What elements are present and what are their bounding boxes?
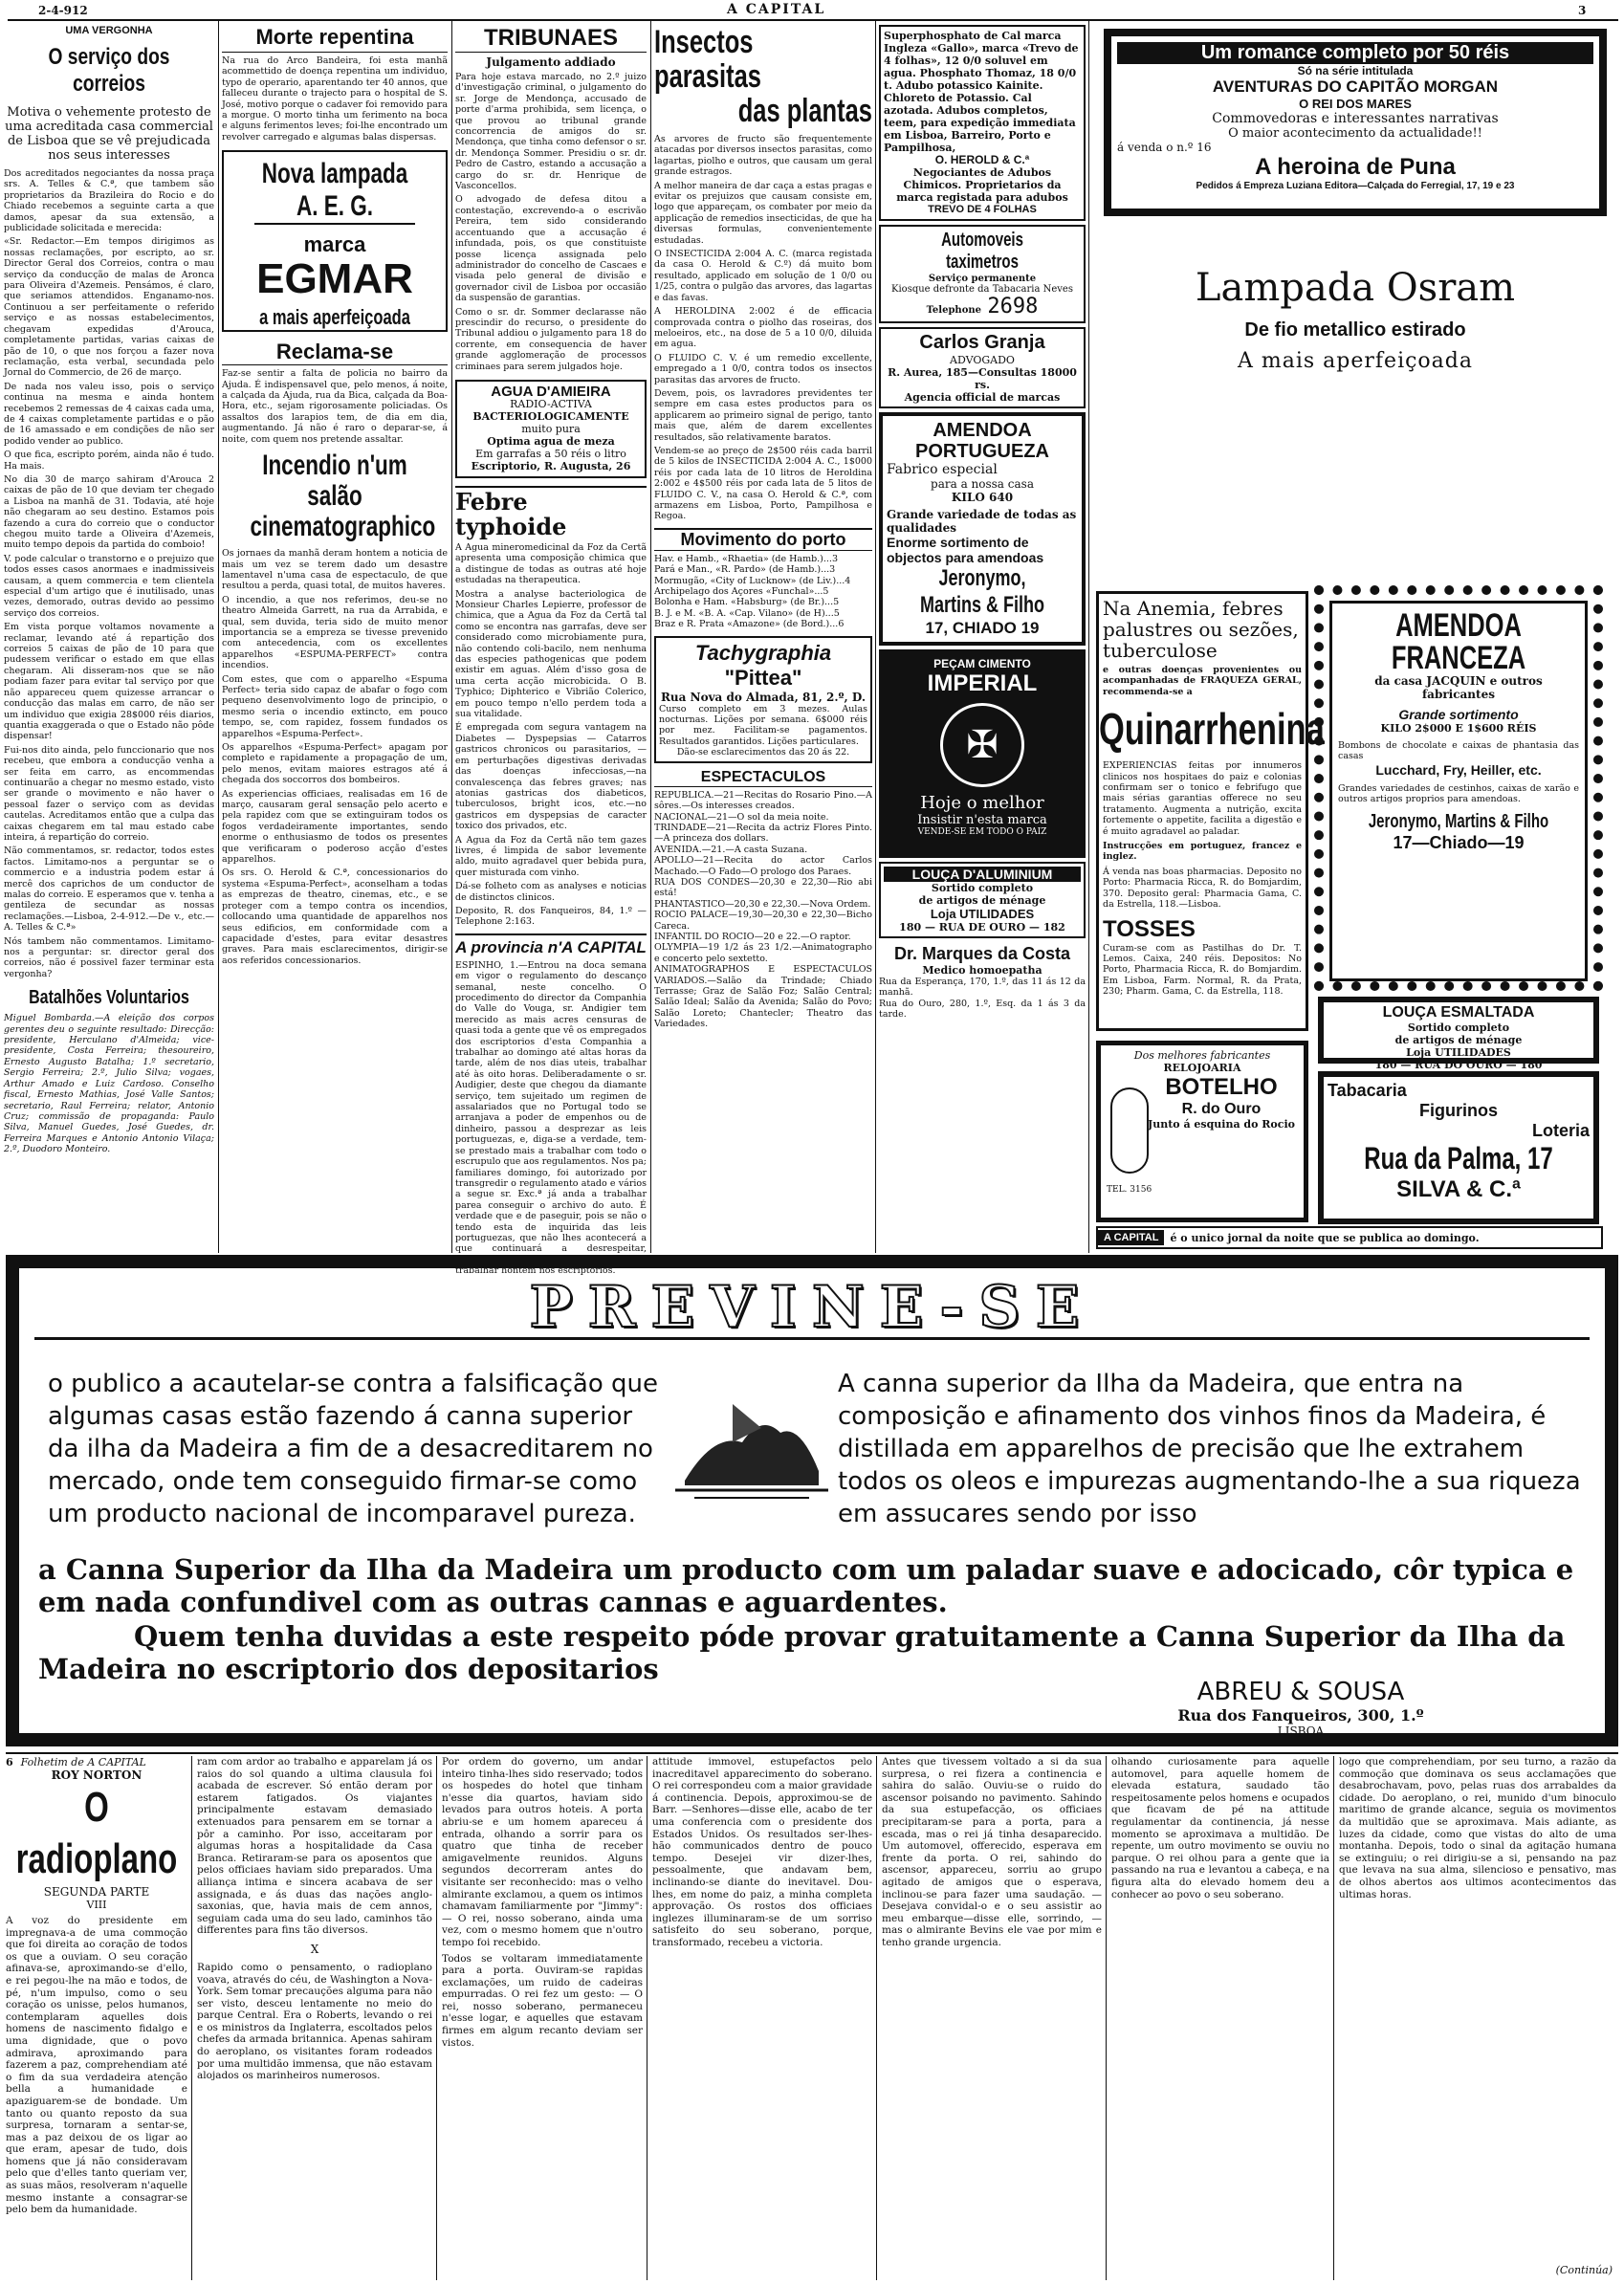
folhetim-col-4 [652,1756,872,2280]
article-body: Para hoje estava marcado, no 2.º juizo d'investigação criminal, o julgamento do sr. Jorge de Mendonça, accusado de porte d'arma prohibida, sem licença, o que provou ao tribunal grande concorrencia de amigos do sr. Mendonça, que tinha como defensor o sr. dr. Mendonça Sommer. Presidiu o sr. dr. Pedro de Castro, estando a accusação a cargo do sr. dr. Henrique de Vasconcellos. [455,72,647,192]
ad-address: Rua da Palma, 17 [1364,1141,1553,1175]
column-6 [1092,25,1618,1251]
ad-text: Sortido completo [931,882,1034,894]
article-body: Dos acreditados negociantes da nossa praça srs. A. Telles & C.ª, que tambem são proprietarios da Brazileira do Rocio e do Chiado recebemos a seguinte carta a que damos, apesar da sua extensão, a publicidade solicitada e merecida: [4,168,214,234]
ad-headline: PORTUGUEZA [915,441,1049,462]
article-title: Febre typhoide [455,486,647,539]
morgan-ad [1104,29,1607,216]
article-body: O incendio, a que nos referimos, deu-se no theatro Almeida Garrett, na rua da Arrabida, e qual, sem duvida, teria sido de muito menor importancia se a empreza se tivesse prevenido com antecedencia, com os excellentes apparelhos «ESPUMA-PERFECT» contra incendios. [222,594,448,671]
feuilleton-body: attitude immovel, estupefactos pelo inacreditavel apparecimento do soberano. O rei correspondeu com a maior gravidade á continencia. Depois, approximou-se de Barr. —Senhores—disse elle, acabo de ter uma conferencia com o presidente dos Estados Unidos. Os resultados ser-lhes-hão communicados dentro de pouco tempo. Desejei vir dizer-lhes, pessoalmente, que andavam bem, inclinando-se diante do inevitavel. Dou-lhes, em nome do paiz, a minha completa approvação. Os rostos dos officiaes inglezes illuminaram-se de um sorriso satisfeito do seu soberano, porque, transformado, recebeu a victoria. [652,1756,872,1948]
tabacaria-ad [1318,1071,1599,1224]
article-body: ESPINHO, 1.—Entrou na doca semana em vigor o regulamento do descanço semanal, neste concelho. O procedimento do director da Companhia do Valle do Vouga, sr. Andigier tem merecido as mais acres censuras de quasi toda a gente que vê os empregados dos escriptorios d'esta Companhia a trabalhar ao domingo até altas horas da tarde, além de nos dias uteis, trabalhar até às oito horas. Deliberadamente o sr. Audigier, deste que chegou da diamante serviço, tem sujeitado um regimen de assalariados que no Portugal todo se arranjava a poder de empenhos ou de dinheiro, passou a desprezar as leis portuguezas, e, diga-se a verdade, tem-se prestado mais a trabalhar com todo o escrupulo que aos regulamentos. Nos pa; familiares domingo, foi autorizado por transgredir o regulamento atado e vários a segue sr. Exc.ª já anda a trabalhar parea conseguir o archivo do auto. É verdade que e de paseguir, pois se não o tendo esta de inquirida das leis portuguezas, que não lhes acontecerá a que continuará a desrespeitar, n'ovamente obrigando os empregados a trabalhar hontem nos escriptorios. [455,959,647,1277]
ad-brand: Jeronymo, Martins & Filho [919,565,1045,618]
ad-text: Grandes variedades de cestinhos, caixas de xarão e outros artigos proprios para amendoas. [1338,782,1579,805]
ad-text: De fio metallico estirado [1244,319,1466,340]
aluminium-ad [879,862,1086,938]
depositarios [1119,1678,1482,1738]
ad-text: O REI DOS MARES [1299,97,1412,111]
folhetim-col-3 [442,1756,643,2280]
ad-text: para a nossa casa [931,477,1034,491]
ad-address: 180 — RUA DE OURO — 182 [899,921,1065,933]
ad-text: é o unico jornal da noite que se publica ao domingo. [1170,1231,1480,1244]
feuilleton-body: A voz do presidente em impregnava-a de uma commoção que foi direita ao coração de todos os que a ouviam. O seu coração afinava-se, aproximando-se d'ello, e rei pegou-lhe na mão e todos, de pé, n'um impulso, como o seu coração os unisse, pelos humanos, contemplaram aquelles dois homens de nascimento fidalgo e uma dignidade, que o povo admirava, aproximando para fazerem a paz, comprehendiam até o fim da sua verdadeira atenção bella a humanidade e apaziguarem-se de bondade. Um tanto ou quanto reposto da sua surpresa, tornaram a sentar-se, mas a paz deixou de os ligar ao que eram, apesar de tudo, dois homens que já não consideravam pelo que d'elles tanto queriam ver, as suas mãos, resolveram n'aquelle mesmo instante a consagrar-se pelo bem da humanidade. [6,1915,187,2216]
column-divider [436,1756,437,2280]
ad-text: Medico homoepatha [922,964,1042,977]
ad-headline: FRANCEZA [1391,640,1526,676]
ad-text: O maior acontecimento da actualidade!! [1228,126,1482,141]
article-body: Dá-se folheto com as analyses e noticias de distinctos clinicos. [455,881,647,903]
article-title: Batalhões Voluntarios [29,987,189,1009]
ad-text: R. Aurea, 185—Consultas 18000 rs. [888,366,1077,391]
article-body: «Sr. Redactor.—Em tempos dirigimos as nossas reclamações, por escripto, ao sr. Director Geral dos Correios, contra o mau serviço da conducção de malas de Aronca para Oliveira d'Azemeis. Pensámos, é claro, que seriamos attendidos. Enganamo-nos. Continuou a ser perfeitamente o referido serviço e as nossas estabelecimentos, chegavam expedidas d'Arouca, completamente partidas, varias caixas de pão de 10, o que nos forçou a fazer nova reclamação, esta verbal, secundada pelo Jornal do Commercio, de 26 de março. [4,236,214,379]
ad-headline: Carlos Granja [919,332,1045,353]
article-body: Faz-se sentir a falta de policia no bairro da Ajuda. É indispensavel que, pelo menos, á noite, a calçada da Ajuda, rua da Bica, calçada da Boa-Hora, etc., sejam rigorosamente policiadas. Os assaltos dos larapios tem, de dia em dia, augmentando. Já não é raro o deparar-se, á noite, com quem nos pretende assaltar. [222,368,448,445]
agua-amieira-ad [455,380,647,478]
feuilleton-chapter: VIII [86,1899,107,1911]
ad-headline: Nova lampada A. E. G. [254,158,415,225]
feuilleton-label: Folhetim de A CAPITAL [20,1756,146,1768]
article-body: Em vista porque voltamos novamente a reclamar, levando até á repartição dos correios 5 caixas de pão de 10 para que pudessem verificar o estado em que ellas chegaram. Ali disseram-nos que se não podiam fazer para evitar tal serviço por que não appareceu quem quizesse arrancar o conducção das malas em carro, de não ser um individuo que exigia 28$000 réis diarios, quantia exaggerada o que o Estado não pôde dispensar! [4,622,214,742]
ad-brand: Jeronymo, Martins & Filho [1368,810,1549,832]
folhetim-col-5 [882,1756,1102,2280]
ad-text: Grande variedade de todas as qualidades [887,508,1077,535]
ad-text: á venda o n.º 16 [1117,141,1212,154]
ad-headline: Dr. Marques da Costa [893,944,1071,963]
ad-text: EXPERIENCIAS feitas por innumeros clinicos nos hospitaes do paiz e colonias confirmam ser o tonico e febrifugo que mais sérias garantias offerece no seu tratamento. Augmenta a nutrição, excita fortemente o appetite, facilita a digestão e é muito agradavel ao paladar. [1103,760,1302,837]
amendoa-franceza-ad [1314,585,1603,991]
ad-headline: Tachygraphia [694,640,832,665]
ad-text: Sortido completo [1407,1021,1510,1034]
feuilleton-title: O radioplano [15,1784,178,1882]
article-body: Devem, pois, os lavradores previdentes ter sempre em casa estes productos para os applicarem ao primeiro signal de perigo, tanto mais que, além de darem excellentes resultados, são relativamente baratos. [654,387,872,443]
article-body: Mostra a analyse bacteriologica de Monsieur Charles Lepierre, professor de chimica, que a Agua da Foz da Certã tal como se encontra nas garrafas, deve ser considerado como microbiamente pura, não contendo coli-bacilo, nem nenhuma das especies pathogenicas que podem existir em aguas. Além d'isso gosa de uma certa acção microbicida. O B. Typhico; Diphterico e Vibrião Colerico, em pouco tempo n'ello perdem toda a sua vitalidade. [455,588,647,720]
capital-sunday-ad [1096,1226,1603,1249]
shipping-entry: Hav. e Hamb., «Rhaetia» (de Hamb.)...3 [654,553,838,564]
column-divider [650,21,651,1253]
article-body: Na rua do Arco Bandeira, foi esta manhã acommettido de doença repentina um individuo, typo de operario, aparentando ter 40 annos, que falleceu durante o trajecto para o hospital de S. José, motivo porque o cadaver foi removido para a morgue. O morto tinha um ferimento na boca e alguns ferimentos leves; foi-lhe encontrado um revolver carregado e algumas balas dispersas. [222,55,448,143]
ad-text: Instrucções em portuguez, francez e inglez. [1103,841,1302,863]
ad-text: VENDE-SE EM TODO O PAIZ [917,827,1047,837]
feuilleton-body: logo que comprehendiam, por seu turno, a razão da commoção que dominava os seus acclamações que desabrochavam, povo, pelas ruas dos arrabaldes da cidade. Do aeroplano, o rei, munido d'um binoculo maritimo de grande alcance, seguia os movimentos da multidão que se aproximava. Mais adiante, as luzes da cidade, como que vistas do alto de uma montanha. Depois, todo o sinal da agitação humana se extinguiu; o rei dirigiu-se a si, pensando na paz que levava na sua alma, silencioso e pensativo, mas de olhos abertos aos ultimos acontecimentos das ultimas horas. [1339,1756,1616,1900]
column-divider [1333,1756,1334,2280]
ad-headline: Na Anemia, febres palustres ou sezões, tuberculose [1103,597,1299,662]
column-divider [451,21,452,1253]
ad-text: Curso completo em 3 mezes. Aulas nocturnas. Lições por semana. 6$000 réis por mez. Facilitam-se pagamentos. Resultados garantidos. Lições particulares. [659,703,867,747]
article-body: Vendem-se ao preço de 2$500 réis cada barril de 5 kilos de INSECTICIDA 2:004 A. C., 1$000 réis por cada lata de 10 litros de Heroldina 2:002 e 4$500 réis por cada lata de 5 litos de FLUIDO C. V., na casa O. Herold & C.ª, com armazens em Lisboa, Porto, Pampilhosa e Regoa. [654,445,872,522]
phone-number: 2698 [987,295,1039,318]
ad-headline: TOSSES [1103,915,1196,942]
ad-text: marca [303,232,366,257]
ad-text: Superphosphato de Cal marca Ingleza «Gallo», marca «Trevo de 4 folhas», 12 0/0 soluvel em agua. Phosphato Thomaz, 18 0/0 t. Adubo potassico Kainite. Chloreto de Potassio. Cal azotada. Adubos completos, teem, para expedição immediata em Lisboa, Barreiro, Porto e Pampilhosa, [884,30,1079,154]
ad-text: Junto á esquina do Rocio [1148,1118,1295,1131]
ad-headline: Um romance completo por 50 réis [1117,42,1593,64]
ad-headline: LOUÇA D'ALUMINIUM [884,867,1081,882]
ad-text: Telephone [926,305,982,316]
ad-text: TREVO DE 4 FOLHAS [928,204,1037,215]
pocket-watch-icon [1110,1087,1149,1174]
article-body: Os jornaes da manhã deram hontem a noticia de mais um vez se terem dado um desastre lamentavel n'uma casa de espectaculo, de que resultou a perda, quasi total, de muitos haveres. [222,548,448,592]
tachygraphia-ad [654,636,872,763]
masthead-rule [8,19,1618,21]
ad-headline: "Pittea" [724,665,802,690]
ad-headline: PREVINE-SE [34,1278,1590,1340]
ad-text: Fabrico especial [887,462,998,477]
ad-brand: BOTELHO [1165,1074,1278,1100]
article-title: Morte repentina [222,25,448,53]
column-divider [876,1756,877,2280]
ad-text: Bombons de chocolate e caixas de phantasia das casas [1338,740,1579,762]
column-4 [654,25,872,1249]
article-lead: Motiva o vehemente protesto de uma acreditada casa commercial de Lisboa que se vê prejudicada nos seus interesses [5,105,213,163]
eagle-emblem-icon: ✠ [940,703,1024,787]
ad-brand: A CAPITAL [1098,1230,1164,1245]
article-title: O serviço dos correios [48,44,170,97]
botelho-ad [1096,1041,1308,1222]
ad-price: KILO 2$000 E 1$600 RÉIS [1380,722,1537,735]
ad-text: Serviço permanente [928,274,1037,284]
article-body: Como o sr. dr. Sommer declarasse não prescindir do recurso, o presidente do Tribunal addiou o julgamento para 18 do corrente, em consequencia de haver grande agglomeração de processos criminaes para serem julgados hoje. [455,306,647,372]
ad-text: Dão-se esclarecimentos das 20 ás 22. [676,747,850,758]
madeira-island-icon [675,1375,828,1509]
ad-text: ADVOGADO [950,354,1015,366]
ad-text: Pedidos á Empreza Luziana Editora—Calçada do Ferregial, 17, 19 e 23 [1196,181,1515,191]
doctor-ad [879,944,1086,1021]
article-title: TRIBUNAES [455,25,647,53]
ad-text: Lucchard, Fry, Heiller, etc. [1375,761,1542,778]
column-divider [1088,21,1089,1253]
lawyer-ad [879,327,1086,408]
previne-se-ad [6,1255,1618,1746]
ad-text: BACTERIOLOGICAMENTE [472,409,629,423]
fertilizer-ad [879,25,1086,221]
article-title: A provincia n'A CAPITAL [455,933,647,957]
taxi-ad [879,225,1086,323]
ad-address: R. do Ouro [1181,1101,1262,1117]
ad-headline: LOUÇA ESMALTADA [1382,1004,1535,1021]
column-divider [218,21,219,1253]
ad-brand: O. HEROLD & C.ª [934,153,1030,166]
ad-text: o publico a acautelar-se contra a falsificação que algumas casas estão fazendo á canna superior da ilha da Madeira a fim de a desacreditarem no mercado, onde tem conseguido firmar-se como um producto nacional de incomparavel pureza. [48,1370,658,1528]
ad-text: Tabacaria [1328,1081,1407,1100]
ad-text: PEÇAM CIMENTO [933,657,1031,670]
issue-date: 2-4-912 [38,4,88,17]
ad-text: Agencia official de marcas [904,391,1061,404]
feuilleton-body: Rapido como o pensamento, o radioplano voava, através do céu, de Washington a Nova-York. Sem tomar precauções alguma para não ser visto, desceu lentamente no meio do parque Central. Era o Roberts, levando o rei e os ministros da Inglaterra, escoltados pelos chefes da armada britannica. Apenas sahiram do aeroplano, os visitantes foram rodeados por uma multidão immensa, que não estavam alojados os marinheiros numerosos. [197,1961,432,2082]
ad-text: Loja UTILIDADES [1406,1046,1511,1059]
ad-text: a Canna Superior da Ilha da Madeira um producto com um paladar suave e adocicado, côr typica e em nada confundivel com as outras cannas e aguardentes. [38,1553,1574,1618]
article-title: Reclama-se [222,340,448,365]
article-body: Fui-nos dito ainda, pelo funccionario que nos recebeu, que embora a conducção venha a ser feita em carro, as encommendas continuarão a chegar no mesmo estado, visto ser grande o movimento e não haver o pessoal fazer o serviço com as devidas cautelas. Acreditamos então que a culpa das caixas chegarem em tal mau estado cabe inteira, á repartição do correio. [4,744,214,843]
feuilleton-body: ram com ardor ao trabalho e apparelam já os raios do sol quando a ultima clausula foi acabada de escrever. Só então deram por estarem fatigados. Os viajantes principalmente estavam demasiado extenuados para pensarem em se tornar a pôr a caminho. Por isso, acceitaram por algumas horas a hospitalidade da Casa Branca. Retiraram-se para os aposentos que pelos officiaes haviam sido preparados. Uma alliança intima e sincera acabava de ser assignada, e ás duas das nações anglo-saxonias, que, havia mais de cem annos, seguiam cada uma do seu lado, caminhos tão differentes para fins tão diversos. [197,1756,432,1937]
column-5 [879,25,1086,1249]
article-title: das plantas [737,93,872,129]
ad-text: A canna superior da Ilha da Madeira, que entra na composição e afinamento dos vinhos finos da Madeira, é distillada em apparelhos de precisão que lhe extrahem todos os oleos e impurezas augmentando-lhe a sua riqueza em assucares sendo por isso [838,1370,1581,1528]
article-body: No dia 30 de março sahiram d'Arouca 2 caixas de pão de 10 que deviam ter chegado a Lisboa na manhã de 31. Todavia, até hoje não chegaram ao seu destino. Estamos pois fazendo a cura do correio que o conductor chegou muito tarde a Oliveira d'Azemeis, muito tempo depois da partida do comboio! [4,473,214,551]
column-divider [1106,1756,1107,2280]
ad-text: de artigos de ménage [918,894,1046,907]
article-body: É empregada com segura vantagem na Diabetes — Dyspepsias — Catarros gastricos chronicos ou parasitarios, — em perturbações digestivas derivadas das doenças infecciosas,—na convalescença das febres graves; nas atonias gastricas dos diabeticos, tuberculosos, bright icos, etc.—no gastricos em dyspepsias de caracter toxico dos privados, etc. [455,722,647,832]
feuilleton-chapter: X [310,1942,319,1956]
ad-text: Loja UTILIDADES [930,907,1035,921]
ad-text: A mais aperfeiçoada [1238,349,1473,373]
shipping-entry: B. J. e M. «B. A. «Cap. Vilano» (de H)...5 [654,607,840,619]
article-body: O INSECTICIDA 2:004 A. C. (marca registada da casa O. Herold & C.º) dá muito bom resultado, applicado em solução de 1 0/0 ou 1/25, contra o pulgão das arvores, das lagartas e das favas. [654,249,872,303]
ad-text: Só na série intitulada [1297,64,1414,77]
shipping-entry: Bolonha e Ham. «Habsburg» (de Br.)...5 [654,597,840,608]
ad-text: e outras doenças provenientes ou acompanhadas de FRAQUEZA GERAL, recommenda-se a [1103,665,1302,697]
ad-text: Rua da Esperança, 170, 1.º, das 11 ás 12 da manhã. [879,977,1086,999]
ad-address: 17—Chiado—19 [1393,832,1525,852]
ad-address: Rua Nova do Almada, 81, 2.º, D. [660,690,867,704]
article-body: Miguel Bombarda.—A eleição dos corpos gerentes deu o seguinte resultado: Direcção: presidente, Herculano d'Almeida; vice-presidente, Costa Ferreira; thesoureiro, Ernesto Augusto Batalha; 1.º secretario, Sergio Ferreira; 2.º, Julio Silva; vogaes, Arthur Amado e Luiz Cardoso. Conselho fiscal, Ernesto Mathias, José Valle Santos; secretario, Raul Ferreira; relator, Antonio Cruz; commissão de propaganda: Paulo Silva, Manuel Guedes, José Guedes, dr. Ferreira Marques e Antonio Antonio Vilaça; 2.º, Duodoro Monteiro. [4,1013,214,1155]
article-title: ESPECTACULOS [654,769,872,787]
column-1 [4,25,214,1249]
article-body: Não commentamos, sr. redactor, todos estes factos. Limitamo-nos a perguntar se o commercio e a industria podem estar á mercê dos caprichos de um conductor de malas do correio. E esperamos que v. tenha a gentileza de secundar as nossas reclamações.—Lisboa, 2-4-912.—De v., etc.—A. Telles & C.ª» [4,846,214,933]
article-title: Movimento do porto [654,528,872,551]
ad-text: Optima agua de meza [487,434,615,448]
ad-headline: AMENDOA [933,420,1032,441]
ad-text: RADIO-ACTIVA [510,397,592,410]
ad-headline: AGUA D'AMIEIRA [491,383,611,400]
ad-text: a mais aperfeiçoada [259,305,410,330]
article-body: De nada nos valeu isso, pois o serviço continua na mesma e ainda hontem recebemos 2 remessas de 4 caixas cada uma, de 4 caixas completamente partidas e o pão de 16 amassado e em condições de não ser podido vender ao publico. [4,381,214,447]
article-body: A Agua mineromedicinal da Foz da Certã apresenta uma composição chimica que a distingue de todas as outras até hoje estudadas na therapeutica. [455,541,647,586]
ad-address: 180 — RUA DO OURO — 180 [1374,1059,1543,1071]
amendoa-portugueza-ad [879,412,1086,646]
article-body: Nós tambem não commentamos. Limitamo-nos a perguntar: sr. director geral dos correios, não é possivel fazer terminar esta vergonha? [4,935,214,979]
feuilleton-body: olhando curiosamente para aquelle automovel, para aquelle homem de elevada estatura, saudado tão respeitosamente pelos homens e ocupados que ficavam de pé na attitude regulamentar da continencia, já nesse momento se aproximava a multidão. De repente, um outro movimento se ouviu no parque. O rei olhou para a gente que ia passando na rua e levantou a cabeça, e na figura alta do elevado homem deu a conhecer ao povo o seu soberano. [1111,1756,1329,1900]
continued-label: (Continúa) [1555,2264,1613,2276]
ad-text: Em garrafas a 50 réis o litro [475,447,626,460]
folhetim-col-6 [1111,1756,1329,2280]
ad-text: Dos melhores fabricantes [1133,1049,1271,1062]
ad-text: Insistir n'esta marca [917,813,1047,827]
column-2 [222,25,448,1249]
ad-address: 17, CHIADO 19 [925,619,1040,637]
feuilleton-part: SEGUNDA PARTE [43,1885,150,1899]
ad-text: Á venda nas boas pharmacias. Deposito no Porto: Pharmacia Ricca, R. do Bomjardim, 370. Deposito geral: Pharmacia Gama, C. da Estrella, 118.—Lisboa. [1103,866,1302,911]
article-body: As experiencias officiaes, realisadas em 16 de março, causaram geral sensação pelo acerto e pela rapidez com que se extinguiram todos os fogos verdadeiramente importantes, sendo enorme o enthusiasmo de todos os presentes que verificaram o poderoso acção d'estes apparelhos. [222,788,448,866]
ad-address: Rua dos Fanqueiros, 300, 1.º [1177,1706,1424,1724]
shipping-list [654,554,872,630]
article-body: A HEROLDINA 2:002 é de efficacia comprovada contra o piolho das roseiras, dos meloeiros, etc., na dose de 5 a 10 0/0, diluida em agua. [654,306,872,350]
osram-ad [1092,266,1618,400]
article-body: V. pode calcular o transtorno e o prejuizo que todos esses casos anormaes e inadmissiveis causam, a quem commercia e tem clientela especial d'um artigo que é inutilisado, unas vezes, demorado, outras devido ao pessimo serviço dos correios. [4,553,214,619]
article-body: O que fica, escripto porém, ainda não é tudo. Ha mais. [4,450,214,472]
shipping-entry: Mormugão, «City of Lucknow» (de Liv.)...4 [654,575,851,586]
ad-title: AVENTURAS DO CAPITÃO MORGAN [1212,77,1499,96]
article-body: Os apparelhos «Espuma-Perfect» apagam por completo e rapidamente a propagação de um, pelo menos, evitam maiores estragos até á chegada dos soccorros dos bombeiros. [222,742,448,786]
ad-headline: AMENDOA [1395,607,1522,644]
shipping-entry: Archipelago dos Açores «Funchal»...5 [654,586,829,598]
article-body: Deposito, R. dos Fanqueiros, 84, 1.º — Telephone 2:163. [455,905,647,928]
article-body: As arvores de fructo são frequentemente atacadas por diversos insectos parasitas, como lagartas, piolho e outros, que causam um geral grande estragos. [654,134,872,178]
folhetim-col-7 [1339,1756,1616,2280]
newspaper-title: A CAPITAL [727,2,826,17]
egmar-lamp-ad [222,150,448,332]
article-title: Incendio n'um salão cinematographico [250,450,436,543]
ad-text: Loteria [1531,1121,1590,1140]
column-divider [191,1756,192,2280]
feuilleton-body: Antes que tivessem voltado a si da sua surpresa, o rei fizera a continencia e sahira do salão. Ouviu-se o ruido do ascensor poisando no pavimento. Sahindo da sua estupefacção, os officiaes precipitaram-se para a porta, para a escada, mas o rei já tinha desaparecido. Um automovel, offerecido, esperava em frente da porta. O rei, sahindo do ascensor, appareceu, sorriu ao grupo agitado de amigos que o esperava, inclinou-se para fazer uma saudação. —Desejava convidal-o e o seu assistir ao meu embarque—disse elle, sorrindo, —mas o almirante Bevins ele vae por mim e tenho grande urgencia. [882,1756,1102,1948]
feuilleton-number: 6 [6,1756,13,1768]
article-kicker: UMA VERGONHA [65,25,153,36]
ad-text: Rua do Ouro, 280, 1.º, Esq. da 1 ás 3 da tarde. [879,998,1086,1021]
article-body: Os srs. O. Herold & C.ª, concessionarios do systema «Espuma-Perfect», aconselham a todas as emprezas de theatro, cinemas, etc., e se proteger com a tempo contra os incendios, collocando uma quantidade de apparelhos nos seus edificios, em conformidade com a capacidade d'estes, para evitar desastres graves. Para mais esclarecimentos, dirigir-se aos referidos concessionarios. [222,867,448,966]
ad-text: Grande sortimento [1398,707,1519,722]
ad-phone: TEL. 3156 [1107,1185,1152,1195]
ad-brand: SILVA & C.ª [1396,1176,1521,1202]
ad-text: de artigos de ménage [1394,1034,1523,1046]
ad-text: Escriptorio, R. Augusta, 26 [471,459,631,472]
quinarrhenina-ad [1096,591,1325,1031]
ad-text: Curam-se com as Pastilhas do Dr. T. Lemos. Caixa, 240 réis. Depositos: No Porto, Pharmacia Ricca, R. do Bomjardim. Em Lisboa, Farm. Normal, R. da Prata, 230; Pharm. Gama, C. da Estrella, 118. [1103,942,1302,998]
ad-text: Enorme sortimento de objectos para amendoas [887,535,1044,565]
ad-text: Hoje o melhor [920,793,1044,813]
folhetim-col-1 [6,1756,187,2280]
feuilleton-author: ROY NORTON [51,1768,143,1782]
article-body: A Agua da Foz da Certã não tem gazes livres, é limpida de sabor levemente aldo, muito agradavel quer bebida pura, quer misturada com vinho. [455,834,647,878]
column-3 [455,25,647,1277]
ad-city: LISBOA [1277,1724,1325,1738]
shipping-entry: Pará e Man., «R. Pardo» (de Hamb.)...3 [654,564,836,576]
ad-headline: Lampada Osram [1195,266,1516,310]
article-body: A melhor maneira de dar caça a estas pragas e evitar os prejuizos que causam consiste em, logo que appareçam, os combater por meio da applicação de remedios insecticidas, de que ha diversas formulas, convenientemente estudadas. [654,180,872,246]
masthead [0,0,1624,21]
ad-text: muito pura [521,422,581,435]
ad-brand: IMPERIAL [927,670,1038,696]
section-rule [6,1752,1618,1754]
shipping-entry: Braz e R. Prata «Amazone» (de Bord.)...6 [654,619,845,630]
article-body: O FLUIDO C. V. é um remedio excellente, empregado a 1 0/0, contra todos os insectos parasitas das arvores de fructo. [654,352,872,385]
page-number: 3 [1578,4,1587,17]
ad-title: A heroina de Puna [1255,154,1456,180]
article-subtitle: Julgamento addiado [486,55,616,69]
ad-text: Negociantes de Adubos Chimicos. Proprietarios da marca registada para adubos [896,166,1068,204]
ad-text: da casa JACQUIN e outros fabricantes [1374,674,1543,701]
ad-text: Kiosque defronte da Tabacaria Neves [891,284,1073,295]
shows-listing: REPUBLICA.—21—Recitas do Rosario Pino.—A sôres.—Os interesses creados. NACIONAL—21—O sol da meia noite. TRINDADE—21—Recita da actriz Flores Pinto.—A princeza dos dollars. AVENIDA.—21.—A casta Suzana. APOLLO—21—Recita do actor Carlos Machado.—O Fado—O prologo dos Paraes. RUA DOS CONDES—20,30 e 22,30—Rio abi está! PHANTASTICO—20,30 e 22,30.—Nova Ordem. ROCIO PALACE—19,30—20,30 e 22,30—Bicho Careca. INFANTIL DO ROCIO—20 e 22.—O raptor. OLYMPIA—19 1/2 ás 23 1/2.—Animatographo e concerto pelo sextetto. ANIMATOGRAPHOS E ESPECTACULOS VARIADOS.—Salão da Trindade; Chiado Terrasse; Graz de Salão Foz; Salão Central; Salão Ideal; Salão da Avenida; Salão do Povo; Salão Loreto; Chantecler; Theatro das Variedades. [654,789,872,1030]
feuilleton-body: Todos se voltaram immediatamente para a porta. Ouviram-se rapidas exclamações, um ruido de cadeiras empurradas. O rei fez um gesto: — O rei, nosso soberano, permaneceu n'esse logar, e aquelles que estavam firmes em algum recanto deviam ser vistos. [442,1952,643,2049]
ad-brand: EGMAR [256,255,413,303]
cimento-imperial-ad [879,649,1086,858]
article-body: O advogado de defesa ditou a contestação, excrevendo-a o escrivão Pereira, tem sido considerando accentuando que a accusação é infundada, pois, os que constituiste posse licença assignada pelo administrador do concelho de Cascaes e visada pelo general de divisão e governador civil de Lisboa por occasião da suspensão de garantias. [455,194,647,304]
ad-brand: ABREU & SOUSA [1196,1678,1405,1706]
louca-esmaltada-ad [1318,997,1599,1071]
article-body: Com estes, que com o apparelho «Espuma Perfect» teria sido capaz de abafar o fogo com pequeno desenvolvimento logo de principio, o mesmo seria o incendio extincto, em pouco tempo, se, com rapidez, fossem fundados os apparelhos «Espuma-Perfect». [222,673,448,739]
ad-text: Commovedoras e interessantes narrativas [1212,111,1499,126]
article-title: Insectos parasitas [654,24,761,95]
ad-headline: Automoveis taximetros [941,230,1023,273]
column-divider [875,21,876,1253]
ad-text: Figurinos [1419,1101,1498,1120]
folhetim-col-2 [197,1756,432,2280]
ad-text: RELOJOARIA [1163,1062,1241,1074]
ad-text: Quem tenha duvidas a este respeito póde provar gratuitamente a Canna Superior da Ilha da Madeira no escriptorio dos depositarios [38,1620,1566,1685]
ad-price: KILO 640 [951,491,1014,504]
feuilleton-body: Por ordem do governo, um andar inteiro tinha-lhes sido reservado; todos os hospedes do hotel que tinham n'esse dia quartos, haviam sido levados para outros hoteis. A porta abriu-se e um homem apareceu á entrada, olhando a sorrir para os quatro que tinha de receber amigavelmente reunidos. Alguns segundos decorreram antes do visitante ser reconhecido: mas o velho almirante exclamou, a quem os intimos chamavam familiarmente por "Jimmy": — O rei, nosso soberano, ainda uma vez, com o mesmo homem que n'outro tempo foi recebido. [442,1756,643,1948]
ad-brand: Quinarrhenina [1099,704,1325,755]
